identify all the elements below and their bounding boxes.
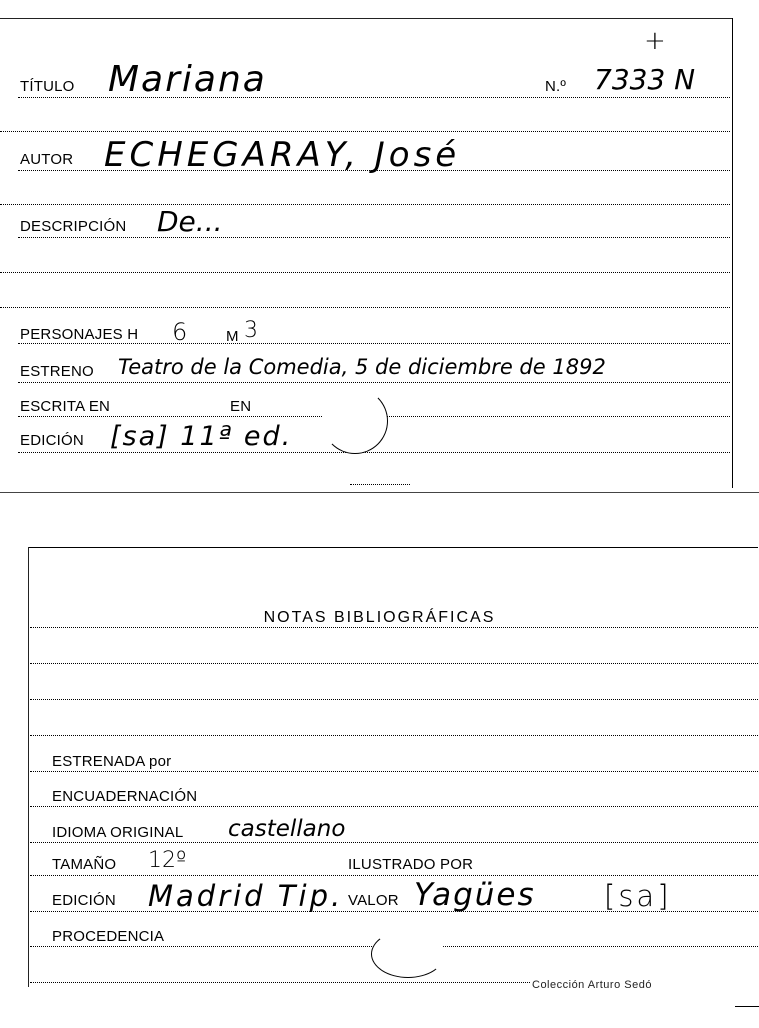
personajes-m-value: 3 (244, 318, 258, 343)
idioma-value: castellano (228, 816, 346, 842)
personajes-label: PERSONAJES H (20, 326, 139, 343)
titulo-value: Mariana (108, 59, 267, 100)
titulo-label: TÍTULO (20, 78, 75, 95)
corner-mark (735, 1006, 759, 1007)
edicion2-label: EDICIÓN (52, 892, 116, 909)
idioma-label: IDIOMA ORIGINAL (52, 824, 184, 841)
rule (0, 204, 730, 205)
punch-hole (322, 388, 388, 454)
rule (30, 875, 758, 876)
tamano-label: TAMAÑO (52, 856, 117, 873)
encuadernacion-label: ENCUADERNACIÓN (52, 788, 198, 805)
card1-bottom-edge (0, 492, 759, 493)
estreno-label: ESTRENO (20, 363, 94, 380)
personajes-m-label: M (226, 328, 239, 345)
rule (0, 131, 730, 132)
rule (30, 911, 758, 912)
rule (18, 452, 730, 453)
descripcion-value: De... (157, 205, 223, 238)
rule (30, 663, 758, 664)
estreno-value: Teatro de la Comedia, 5 de diciembre de 1892 (118, 355, 606, 379)
numero-value: 7333 N (594, 63, 696, 96)
rule (350, 484, 410, 485)
card2-top-edge (28, 547, 758, 548)
rule (18, 237, 730, 238)
autor-label: AUTOR (20, 151, 74, 168)
escrita-en-label: ESCRITA EN (20, 398, 111, 415)
punch-hole (371, 930, 445, 978)
valor-bracket: [sa] (604, 879, 672, 913)
personajes-h-value: 6 (172, 318, 188, 346)
cross-mark: + (644, 26, 666, 56)
rule (18, 343, 730, 344)
rule (0, 272, 730, 273)
escrita-en-en-label: EN (230, 398, 252, 415)
edicion2-value: Madrid Tip. (148, 879, 344, 913)
valor-value: Yagües (414, 877, 536, 913)
card1-top-edge (0, 18, 732, 19)
descripcion-label: DESCRIPCIÓN (20, 218, 127, 235)
numero-label: N.º (545, 78, 567, 95)
rule (30, 982, 530, 983)
edicion-value: [sa] 11ª ed. (110, 421, 293, 452)
notas-title: NOTAS BIBLIOGRÁFICAS (263, 609, 496, 626)
rule (30, 627, 758, 628)
rule (18, 382, 730, 383)
rule (18, 170, 730, 171)
rule (18, 97, 730, 98)
rule (30, 735, 758, 736)
autor-value: ECHEGARAY, José (104, 135, 461, 175)
rule (30, 806, 758, 807)
collection-stamp: Colección Arturo Sedó (532, 979, 652, 991)
card1-right-border (732, 18, 733, 488)
rule (30, 842, 758, 843)
rule (30, 771, 758, 772)
valor-label: VALOR (348, 892, 399, 909)
procedencia-label: PROCEDENCIA (52, 928, 165, 945)
ilustrado-label: ILUSTRADO POR (348, 856, 474, 873)
rule (0, 307, 730, 308)
tamano-value: 12º (148, 848, 187, 873)
estrenada-label: ESTRENADA por (52, 753, 172, 770)
rule (30, 699, 758, 700)
edicion-label: EDICIÓN (20, 432, 84, 449)
